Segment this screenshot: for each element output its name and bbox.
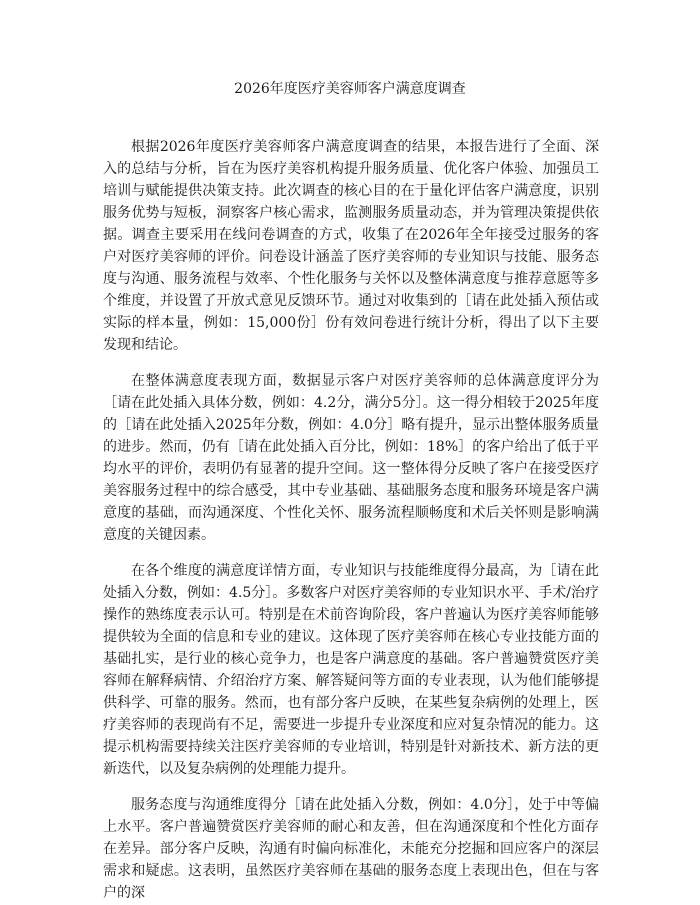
paragraph-dimension-details: 在各个维度的满意度详情方面，专业知识与技能维度得分最高，为［请在此处插入分数，例如：4.5分］。多数客户对医疗美容师的专业知识水平、手术/治疗操作的熟练度表示认可。特别是在术前咨询阶段，客户普遍认为医疗美容师能够提供较为全面的信息和专业的建议。这体现了医疗美容师在核心专业技能方面的基础扎实，是行业的核心竞争力，也是客户满意度的基础。客户普遍赞赏医疗美容师在解释病情、介绍治疗方案、解答疑问等方面的专业表现，认为他们能够提供科学、可靠的服务。然而，也有部分客户反映，在某些复杂病例的处理上，医疗美容师的表现尚有不足，需要进一步提升专业深度和应对复杂情况的能力。这提示机构需要持续关注医疗美容师的专业培训，特别是针对新技术、新方法的更新迭代，以及复杂病例的处理能力提升。 [103,563,599,777]
paragraph-service-attitude: 服务态度与沟通维度得分［请在此处插入分数，例如：4.0分］，处于中等偏上水平。客户普遍赞赏医疗美容师的耐心和友善，但在沟通深度和个性化方面存在差异。部分客户反映，沟通有时偏向标准化，未能充分挖掘和回应客户的深层需求和疑虑。这表明，虽然医疗美容师在基础的服务态度上表现出色，但在与客户的深 [103,797,599,901]
paragraph-overall-satisfaction: 在整体满意度表现方面，数据显示客户对医疗美容师的总体满意度评分为［请在此处插入具体分数，例如：4.2分，满分5分］。这一得分相较于2025年度的［请在此处插入2025年分数，例如：4.0分］略有提升，显示出整体服务质量的进步。然而，仍有［请在此处插入百分比，例如：18%］的客户给出了低于平均水平的评价，表明仍有显著的提升空间。这一整体得分反映了客户在接受医疗美容服务过程中的综合感受，其中专业基础、基础服务态度和服务环境是客户满意度的基础，而沟通深度、个性化关怀、服务流程顺畅度和术后关怀则是影响满意度的关键因素。 [103,373,599,543]
document-title: 2026年度医疗美容师客户满意度调查 [234,81,466,97]
document-body [103,136,599,905]
paragraph-intro: 根据2026年度医疗美容师客户满意度调查的结果，本报告进行了全面、深入的总结与分析，旨在为医疗美容机构提升服务质量、优化客户体验、加强员工培训与赋能提供决策支持。此次调查的核心目的在于量化评估客户满意度，识别服务优势与短板，洞察客户核心需求，监测服务质量动态，并为管理决策提供依据。调查主要采用在线问卷调查的方式，收集了在2026年全年接受过服务的客户对医疗美容师的评价。问卷设计涵盖了医疗美容师的专业知识与技能、服务态度与沟通、服务流程与效率、个性化服务与关怀以及整体满意度与推荐意愿等多个维度，并设置了开放式意见反馈环节。通过对收集到的［请在此处插入预估或实际的样本量，例如：15,000份］份有效问卷进行统计分析，得出了以下主要发现和结论。 [103,139,599,353]
